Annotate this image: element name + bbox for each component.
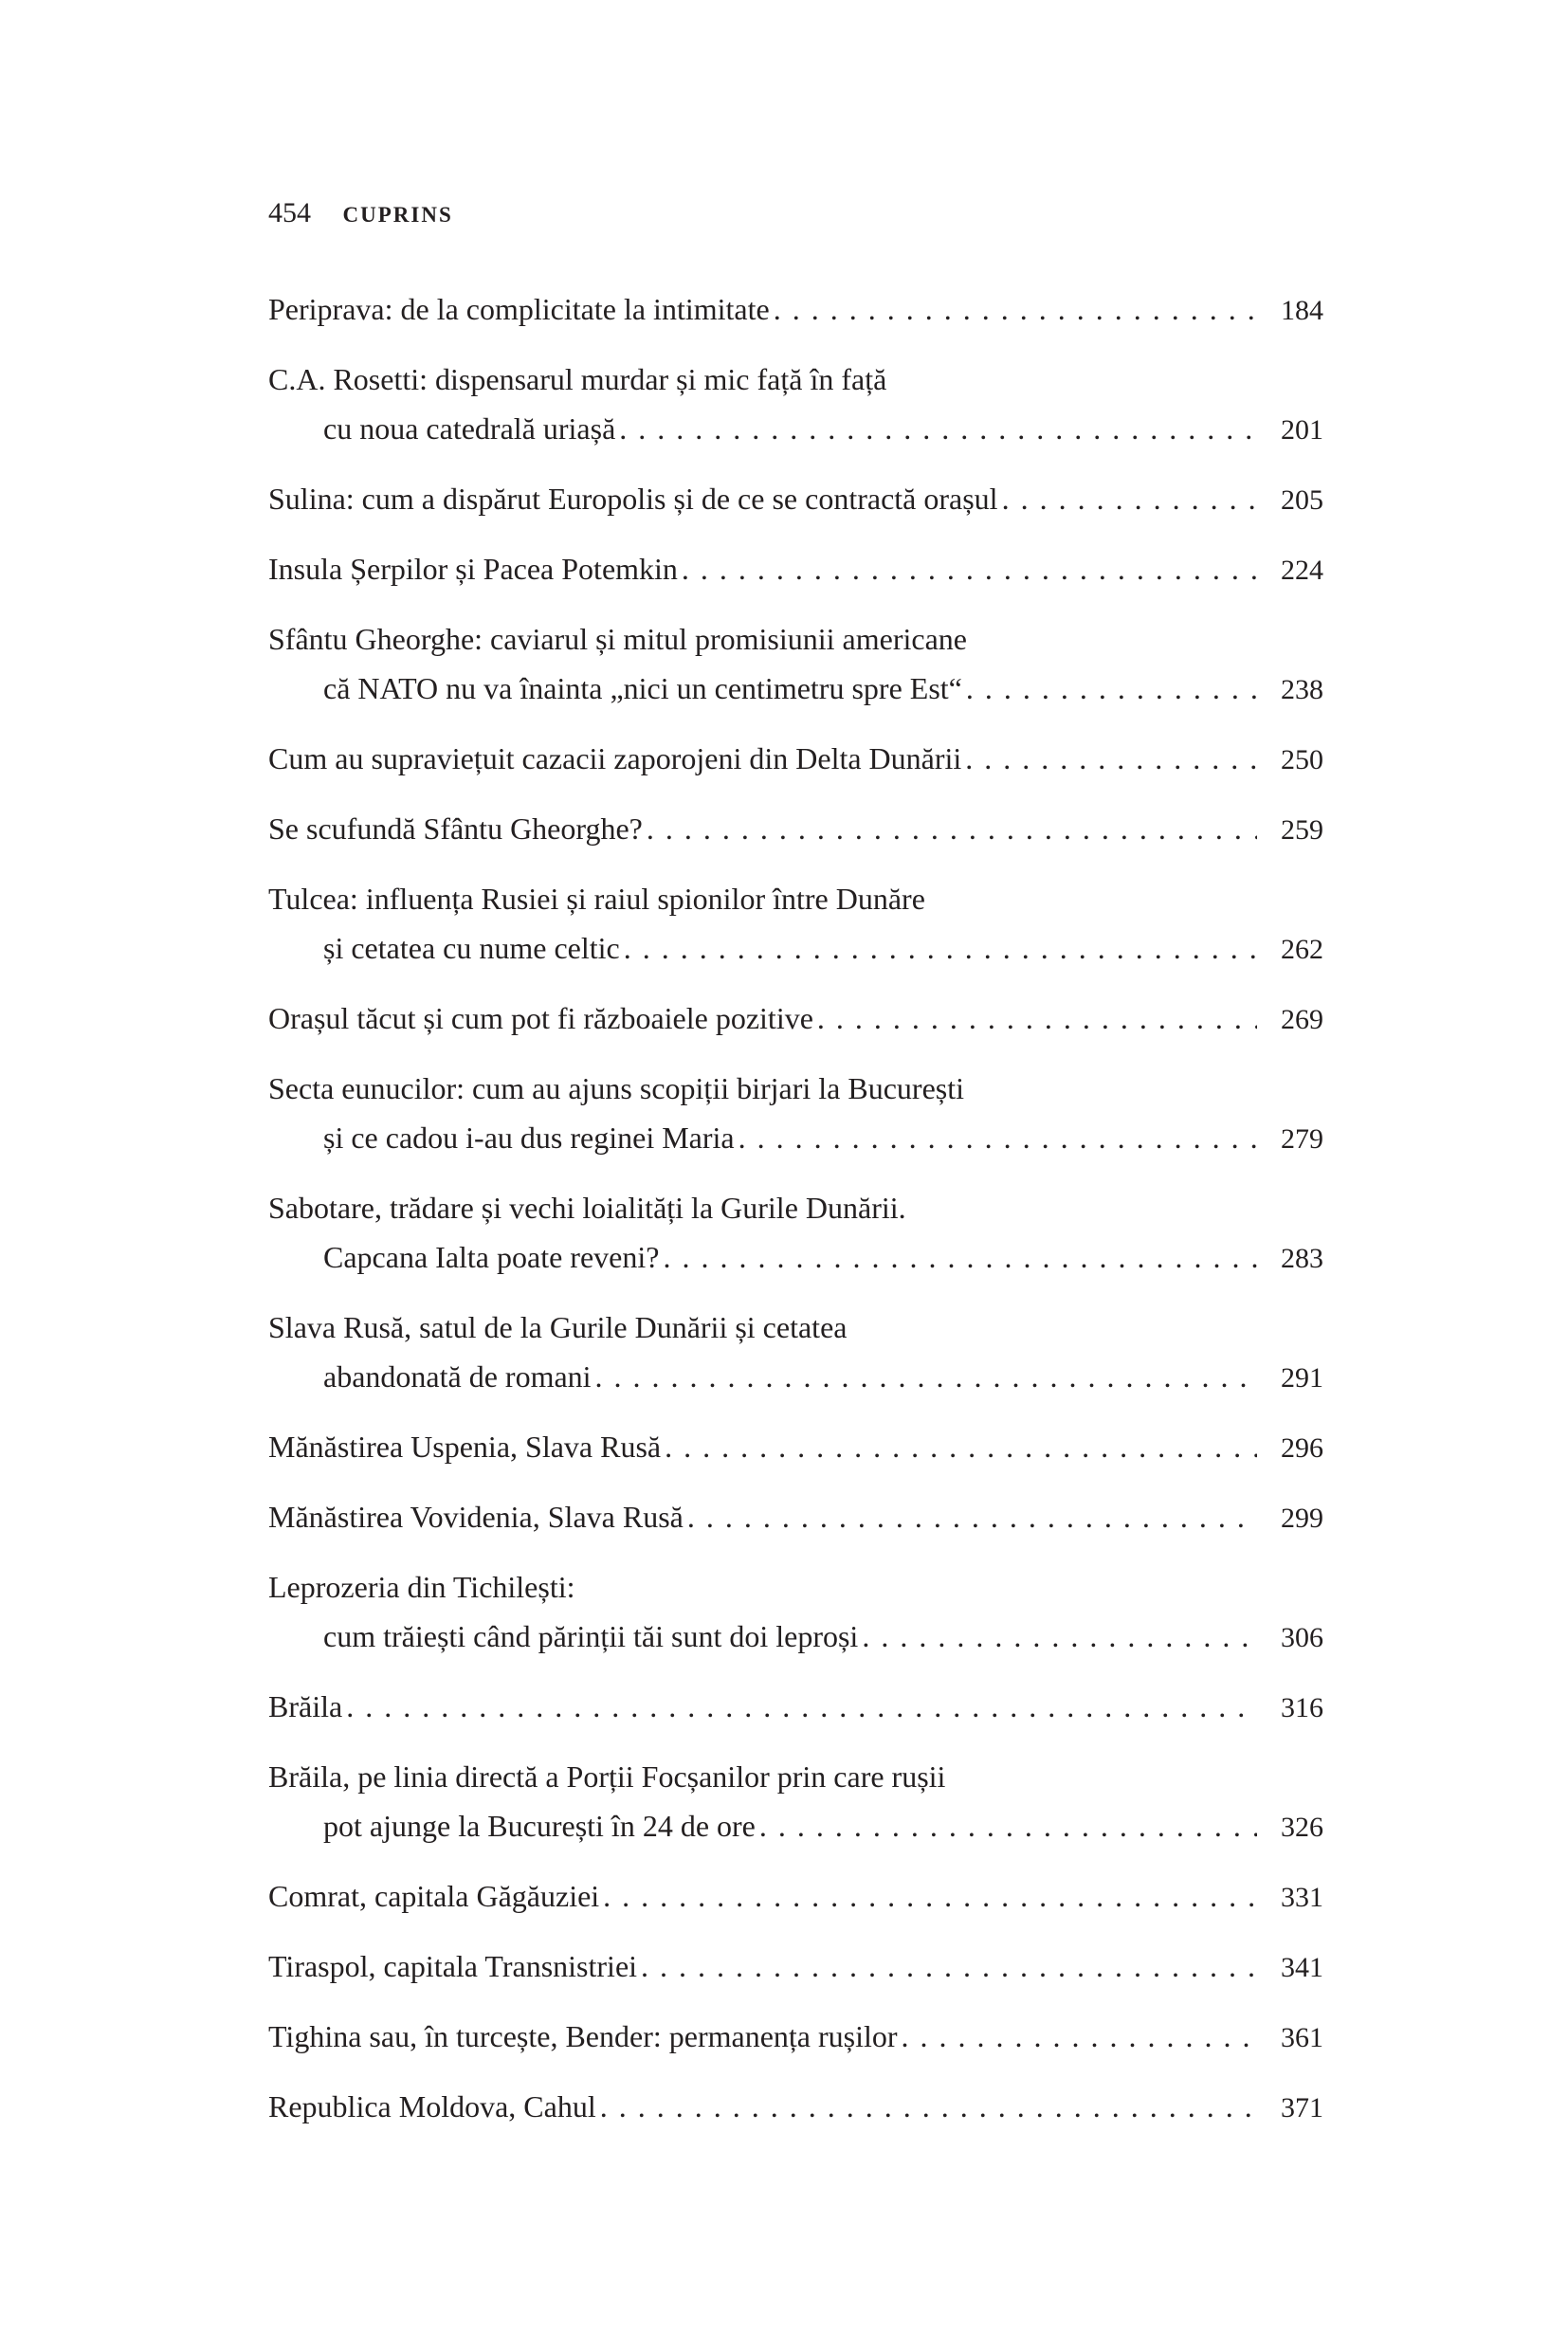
toc-entry-title: Brăila, pe linia directă a Porții Focșanilor prin care rușii xyxy=(268,1759,946,1794)
dot-leader xyxy=(600,2082,1257,2131)
toc-entry-line xyxy=(268,1352,1323,1403)
toc-entry xyxy=(268,874,1323,975)
toc-entry-line xyxy=(268,1064,1323,1113)
toc-entry-title: Sulina: cum a dispărut Europolis și de ce se contractă orașul xyxy=(268,482,998,516)
toc-entry-line xyxy=(268,804,1323,855)
toc-entry xyxy=(268,1752,1323,1852)
toc-entry-line xyxy=(268,1562,1323,1612)
toc-entry-title: Slava Rusă, satul de la Gurile Dunării și cetatea xyxy=(268,1310,848,1344)
toc-entry-page: 361 xyxy=(1281,2022,1323,2053)
toc-entry-title: Se scufundă Sfântu Gheorghe? xyxy=(268,811,643,846)
toc-entry-line xyxy=(268,1183,1323,1232)
toc-entry-title: Cum au supraviețuit cazacii zaporojeni din Delta Dunării xyxy=(268,741,962,775)
toc-entry-page: 205 xyxy=(1281,484,1323,516)
toc-entry xyxy=(268,614,1323,715)
dot-leader xyxy=(647,804,1257,853)
toc-entry-line xyxy=(268,1303,1323,1352)
toc-entry-title: și ce cadou i-au dus reginei Maria xyxy=(323,1121,735,1155)
dot-leader xyxy=(663,1232,1257,1282)
toc-entry-line xyxy=(268,1232,1323,1284)
toc-entry-title: pot ajunge la București în 24 de ore xyxy=(323,1809,756,1843)
toc-entry xyxy=(268,993,1323,1045)
toc-entry-title: că NATO nu va înainta „nici un centimetru spre Est“ xyxy=(323,671,962,705)
dot-leader xyxy=(817,993,1257,1043)
toc-entry xyxy=(268,734,1323,785)
dot-leader xyxy=(774,284,1257,334)
toc-entry xyxy=(268,1183,1323,1284)
toc-entry-line xyxy=(268,923,1323,975)
toc-entry-page: 331 xyxy=(1281,1882,1323,1913)
toc-entry-line xyxy=(268,874,1323,923)
toc-entry-page: 371 xyxy=(1281,2092,1323,2123)
toc-entry xyxy=(268,1422,1323,1473)
table-of-contents xyxy=(268,284,1323,2152)
toc-entry-line xyxy=(268,1113,1323,1164)
toc-entry-line xyxy=(268,1422,1323,1473)
dot-leader xyxy=(619,404,1257,453)
toc-entry-page: 238 xyxy=(1281,674,1323,705)
dot-leader xyxy=(603,1871,1257,1921)
toc-entry-line xyxy=(268,284,1323,336)
toc-entry-line xyxy=(268,1941,1323,1993)
toc-entry-line xyxy=(268,1871,1323,1923)
toc-entry-page: 291 xyxy=(1281,1362,1323,1394)
toc-entry-title: abandonată de romani xyxy=(323,1359,592,1394)
toc-entry-line xyxy=(268,734,1323,785)
toc-entry-line xyxy=(268,1492,1323,1543)
toc-entry-title: Tiraspol, capitala Transnistriei xyxy=(268,1949,638,1983)
toc-entry-title: cum trăiești când părinții tăi sunt doi leproși xyxy=(323,1619,859,1653)
toc-entry xyxy=(268,1941,1323,1993)
dot-leader xyxy=(624,923,1257,973)
toc-entry xyxy=(268,1871,1323,1923)
toc-entry xyxy=(268,1492,1323,1543)
toc-entry xyxy=(268,355,1323,455)
toc-entry-line xyxy=(268,664,1323,715)
toc-entry xyxy=(268,2082,1323,2133)
toc-entry xyxy=(268,804,1323,855)
toc-entry-title: Tighina sau, în turcește, Bender: permanența rușilor xyxy=(268,2019,898,2053)
toc-entry-line xyxy=(268,2012,1323,2063)
toc-entry-page: 326 xyxy=(1281,1812,1323,1843)
toc-entry-page: 259 xyxy=(1281,814,1323,846)
toc-entry-line xyxy=(268,404,1323,455)
toc-entry-line xyxy=(268,355,1323,404)
toc-entry-page: 279 xyxy=(1281,1123,1323,1155)
toc-entry-title: cu noua catedrală uriașă xyxy=(323,411,616,446)
dot-leader xyxy=(902,2012,1257,2061)
toc-entry xyxy=(268,474,1323,525)
toc-entry xyxy=(268,1303,1323,1403)
toc-entry-title: Mănăstirea Vovidenia, Slava Rusă xyxy=(268,1500,684,1534)
toc-entry-title: Periprava: de la complicitate la intimitate xyxy=(268,292,770,326)
toc-entry-line xyxy=(268,993,1323,1045)
toc-entry xyxy=(268,284,1323,336)
toc-entry-page: 184 xyxy=(1281,295,1323,326)
dot-leader xyxy=(759,1801,1257,1850)
dot-leader xyxy=(682,544,1257,593)
toc-entry-line xyxy=(268,614,1323,664)
toc-entry-page: 283 xyxy=(1281,1243,1323,1274)
dot-leader xyxy=(665,1422,1257,1471)
section-title: CUPRINS xyxy=(342,203,453,227)
dot-leader xyxy=(966,664,1257,713)
dot-leader xyxy=(346,1682,1257,1731)
dot-leader xyxy=(965,734,1257,783)
dot-leader xyxy=(862,1612,1257,1661)
dot-leader xyxy=(738,1113,1257,1162)
toc-entry-line xyxy=(268,1801,1323,1852)
toc-entry xyxy=(268,2012,1323,2063)
toc-entry-page: 262 xyxy=(1281,934,1323,965)
toc-entry-title: Sabotare, trădare și vechi loialități la Gurile Dunării. xyxy=(268,1191,906,1225)
toc-entry-page: 306 xyxy=(1281,1622,1323,1653)
toc-entry xyxy=(268,1064,1323,1164)
toc-entry-title: Sfântu Gheorghe: caviarul și mitul promisiunii americane xyxy=(268,622,967,656)
toc-entry-page: 269 xyxy=(1281,1004,1323,1035)
toc-entry-page: 299 xyxy=(1281,1503,1323,1534)
toc-entry-line xyxy=(268,1612,1323,1663)
toc-entry-page: 250 xyxy=(1281,744,1323,775)
toc-entry-title: Tulcea: influența Rusiei și raiul spionilor între Dunăre xyxy=(268,882,925,916)
toc-entry xyxy=(268,1562,1323,1663)
page-number: 454 xyxy=(268,197,311,228)
toc-entry-page: 201 xyxy=(1281,414,1323,446)
toc-entry-title: Brăila xyxy=(268,1689,343,1723)
toc-entry-title: Orașul tăcut și cum pot fi războaiele pozitive xyxy=(268,1001,813,1035)
toc-entry-title: Insula Șerpilor și Pacea Potemkin xyxy=(268,552,678,586)
dot-leader xyxy=(687,1492,1257,1541)
toc-entry-title: C.A. Rosetti: dispensarul murdar și mic față în față xyxy=(268,362,887,396)
toc-entry-title: Capcana Ialta poate reveni? xyxy=(323,1240,660,1274)
toc-entry-line xyxy=(268,474,1323,525)
toc-entry-line xyxy=(268,1752,1323,1801)
dot-leader xyxy=(595,1352,1257,1401)
toc-entry-title: și cetatea cu nume celtic xyxy=(323,931,620,965)
toc-entry-page: 316 xyxy=(1281,1692,1323,1723)
toc-entry-title: Comrat, capitala Găgăuziei xyxy=(268,1879,600,1913)
toc-entry-page: 296 xyxy=(1281,1432,1323,1464)
toc-entry-page: 224 xyxy=(1281,555,1323,586)
dot-leader xyxy=(1002,474,1257,523)
toc-entry-title: Secta eunucilor: cum au ajuns scopiții birjari la București xyxy=(268,1071,965,1105)
toc-entry-title: Mănăstirea Uspenia, Slava Rusă xyxy=(268,1430,662,1464)
toc-entry-line xyxy=(268,2082,1323,2133)
toc-entry-page: 341 xyxy=(1281,1952,1323,1983)
toc-entry-title: Leprozeria din Tichilești: xyxy=(268,1570,575,1604)
toc-entry-title: Republica Moldova, Cahul xyxy=(268,2089,596,2123)
toc-entry-line xyxy=(268,544,1323,595)
toc-entry-line xyxy=(268,1682,1323,1733)
toc-entry xyxy=(268,544,1323,595)
toc-entry xyxy=(268,1682,1323,1733)
dot-leader xyxy=(641,1941,1257,1991)
running-header xyxy=(268,197,453,229)
